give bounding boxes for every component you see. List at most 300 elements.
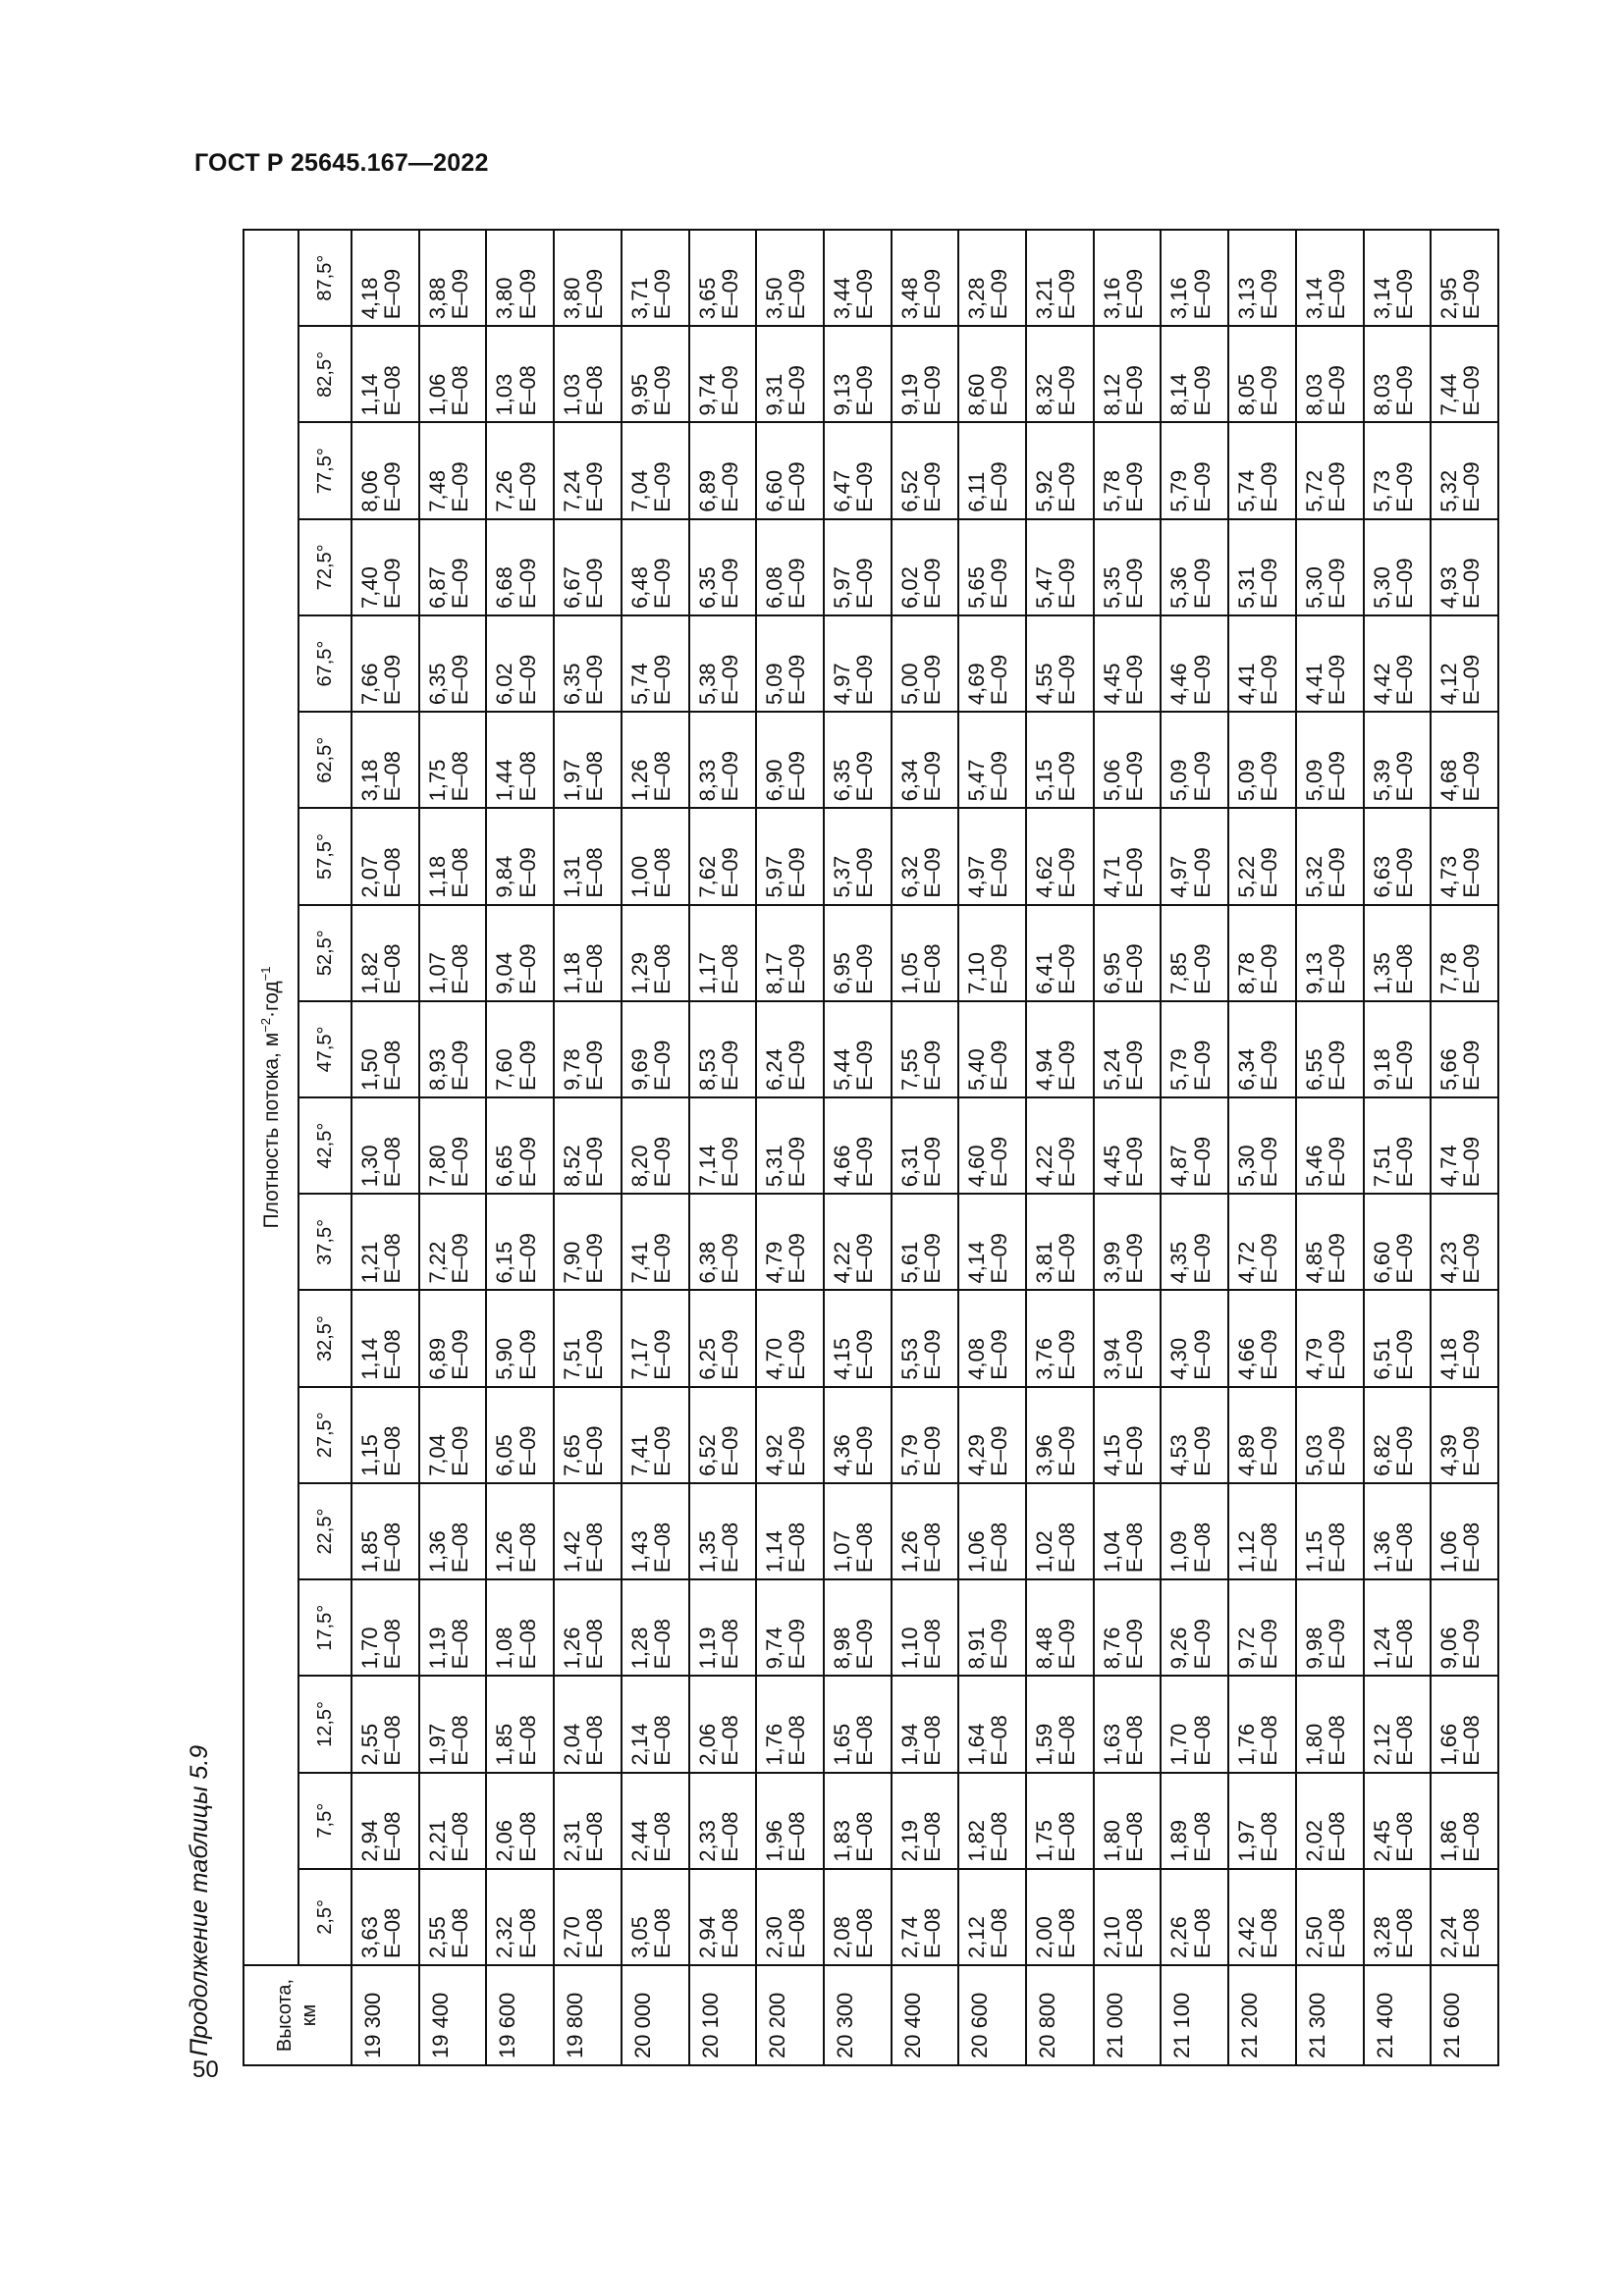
flux-value-cell <box>486 326 554 422</box>
exponent: E–08 <box>447 1715 472 1766</box>
exponent: E–08 <box>717 1618 742 1670</box>
flux-value-cell <box>1094 615 1162 712</box>
mantissa: 1,96 <box>762 1819 787 1862</box>
mantissa: 8,93 <box>424 1048 450 1092</box>
mantissa: 4,46 <box>1166 663 1192 706</box>
mantissa: 4,15 <box>1099 1434 1124 1476</box>
mantissa: 1,64 <box>964 1723 990 1766</box>
mantissa: 7,60 <box>492 1048 517 1092</box>
flux-value-cell <box>1161 712 1228 808</box>
altitude-cell: 21 100 <box>1161 1965 1228 2065</box>
altitude-cell: 19 400 <box>419 1965 487 2065</box>
flux-value-cell <box>1431 905 1498 1001</box>
mantissa: 2,02 <box>1301 1819 1326 1862</box>
exponent: E–09 <box>1257 1618 1282 1670</box>
exponent: E–08 <box>919 1907 945 1958</box>
mantissa: 6,35 <box>829 759 854 802</box>
mantissa: 5,09 <box>1234 759 1260 802</box>
flux-value-cell <box>1296 1097 1364 1194</box>
exponent: E–09 <box>514 1233 540 1284</box>
mantissa: 2,55 <box>357 1723 382 1766</box>
mantissa: 9,26 <box>1166 1627 1192 1670</box>
mantissa: 6,15 <box>492 1241 517 1284</box>
mantissa: 4,66 <box>829 1145 854 1188</box>
flux-value-cell <box>1026 712 1094 808</box>
flux-value-cell <box>554 326 622 422</box>
mantissa: 5,32 <box>1301 855 1326 898</box>
exponent: E–09 <box>1391 1136 1417 1188</box>
mantissa: 6,55 <box>1301 1048 1326 1092</box>
exponent: E–09 <box>785 750 810 802</box>
mantissa: 2,04 <box>560 1723 585 1766</box>
exponent: E–09 <box>1257 558 1282 609</box>
angle-header-cell: 52,5° <box>298 905 352 1001</box>
angle-header-cell: 72,5° <box>298 519 352 615</box>
flux-value-cell <box>1026 519 1094 615</box>
exponent: E–09 <box>987 654 1012 706</box>
exponent: E–09 <box>1459 943 1485 994</box>
mantissa: 2,10 <box>1099 1916 1124 1958</box>
mantissa: 6,34 <box>1234 1048 1260 1092</box>
exponent: E–09 <box>1459 1040 1485 1092</box>
flux-value-cell <box>1228 808 1296 904</box>
exponent: E–09 <box>1459 1233 1485 1284</box>
exponent: E–08 <box>649 1522 675 1574</box>
exponent: E–09 <box>852 1618 878 1670</box>
exponent: E–08 <box>380 1136 406 1188</box>
flux-value-cell <box>1364 1001 1432 1097</box>
flux-value-cell <box>554 1579 622 1676</box>
mantissa: 5,92 <box>1032 469 1057 512</box>
flux-value-cell <box>622 808 689 904</box>
mantissa: 4,97 <box>964 855 990 898</box>
exponent: E–09 <box>1324 654 1349 706</box>
angle-header-cell: 12,5° <box>298 1676 352 1772</box>
exponent: E–09 <box>785 943 810 994</box>
mantissa: 1,70 <box>357 1627 382 1670</box>
flux-value-cell <box>622 712 689 808</box>
mantissa: 5,15 <box>1032 759 1057 802</box>
altitude-cell: 21 000 <box>1094 1965 1162 2065</box>
mantissa: 1,14 <box>762 1530 787 1574</box>
flux-value-cell <box>352 1579 419 1676</box>
mantissa: 1,65 <box>829 1723 854 1766</box>
flux-value-cell <box>1161 1579 1228 1676</box>
flux-value-cell <box>1364 1676 1432 1772</box>
mantissa: 4,22 <box>829 1241 854 1284</box>
flux-value-cell <box>486 1676 554 1772</box>
exponent: E–09 <box>1189 461 1215 512</box>
altitude-cell: 21 600 <box>1431 1965 1498 2065</box>
exponent: E–09 <box>582 1425 608 1476</box>
mantissa: 5,00 <box>896 663 922 706</box>
exponent: E–09 <box>447 1425 472 1476</box>
exponent: E–08 <box>1257 1715 1282 1766</box>
flux-value-cell <box>419 519 487 615</box>
mantissa: 6,52 <box>694 1434 720 1476</box>
mantissa: 3,28 <box>964 277 990 320</box>
exponent: E–09 <box>582 1136 608 1188</box>
mantissa: 4,12 <box>1436 663 1462 706</box>
flux-value-cell <box>1026 1676 1094 1772</box>
mantissa: 5,79 <box>1166 469 1192 512</box>
mantissa: 4,68 <box>1436 759 1462 802</box>
mantissa: 6,89 <box>694 469 720 512</box>
flux-value-cell <box>554 905 622 1001</box>
mantissa: 5,46 <box>1301 1145 1326 1188</box>
flux-value-cell <box>892 712 959 808</box>
mantissa: 1,82 <box>357 951 382 994</box>
exponent: E–09 <box>1459 847 1485 898</box>
mantissa: 9,04 <box>492 951 517 994</box>
angle-header-cell: 82,5° <box>298 326 352 422</box>
exponent: E–09 <box>852 750 878 802</box>
mantissa: 3,16 <box>1166 277 1192 320</box>
exponent: E–09 <box>1189 1329 1215 1380</box>
mantissa: 8,52 <box>560 1145 585 1188</box>
exponent: E–09 <box>785 847 810 898</box>
mantissa: 5,31 <box>1234 566 1260 609</box>
mantissa: 4,14 <box>964 1241 990 1284</box>
mantissa: 9,98 <box>1301 1627 1326 1670</box>
angle-header-cell: 27,5° <box>298 1387 352 1483</box>
mantissa: 1,14 <box>357 373 382 416</box>
flux-value-cell <box>554 1387 622 1483</box>
mantissa: 4,45 <box>1099 663 1124 706</box>
exponent: E–09 <box>1257 461 1282 512</box>
mantissa: 3,80 <box>560 277 585 320</box>
flux-value-cell <box>824 519 892 615</box>
mantissa: 2,32 <box>492 1916 517 1958</box>
mantissa: 9,74 <box>694 373 720 416</box>
mantissa: 1,43 <box>626 1530 652 1574</box>
mantissa: 6,05 <box>492 1434 517 1476</box>
mantissa: 5,78 <box>1099 469 1124 512</box>
mantissa: 4,30 <box>1166 1337 1192 1380</box>
mantissa: 4,36 <box>829 1434 854 1476</box>
flux-value-cell <box>419 615 487 712</box>
exponent: E–09 <box>785 1425 810 1476</box>
flux-value-cell <box>1228 1001 1296 1097</box>
mantissa: 3,05 <box>626 1916 652 1958</box>
exponent: E–08 <box>919 1811 945 1862</box>
exponent: E–09 <box>1324 1329 1349 1380</box>
mantissa: 5,35 <box>1099 566 1124 609</box>
exponent: E–09 <box>447 461 472 512</box>
flux-value-cell <box>486 1579 554 1676</box>
exponent: E–09 <box>987 558 1012 609</box>
flux-value-cell <box>1296 1579 1364 1676</box>
table-row <box>486 230 554 2065</box>
mantissa: 5,47 <box>1032 566 1057 609</box>
flux-value-cell <box>824 1676 892 1772</box>
flux-value-cell <box>1026 1387 1094 1483</box>
table-row <box>1296 230 1364 2065</box>
mantissa: 3,44 <box>829 277 854 320</box>
exponent: E–09 <box>1189 847 1215 898</box>
flux-value-cell <box>824 230 892 326</box>
exponent: E–09 <box>1459 750 1485 802</box>
flux-value-cell <box>622 519 689 615</box>
exponent: E–08 <box>514 1907 540 1958</box>
angle-header-cell: 42,5° <box>298 1097 352 1194</box>
flux-value-cell <box>892 1869 959 1965</box>
mantissa: 3,94 <box>1099 1337 1124 1380</box>
flux-value-cell <box>554 1290 622 1386</box>
exponent: E–09 <box>1391 1329 1417 1380</box>
mantissa: 3,21 <box>1032 277 1057 320</box>
flux-value-cell <box>1094 1387 1162 1483</box>
mantissa: 9,31 <box>762 373 787 416</box>
flux-value-cell <box>1094 1676 1162 1772</box>
table-row <box>1026 230 1094 2065</box>
mantissa: 2,07 <box>357 855 382 898</box>
exponent: E–08 <box>1391 1522 1417 1574</box>
exponent: E–08 <box>649 1715 675 1766</box>
altitude-cell: 20 600 <box>958 1965 1026 2065</box>
exponent: E–09 <box>1121 461 1147 512</box>
exponent: E–09 <box>1121 558 1147 609</box>
flux-value-cell <box>958 712 1026 808</box>
exponent: E–09 <box>1055 943 1080 994</box>
mantissa: 6,35 <box>694 566 720 609</box>
flux-value-cell <box>1161 519 1228 615</box>
exponent: E–08 <box>1391 1715 1417 1766</box>
mantissa: 2,45 <box>1369 1819 1394 1862</box>
flux-value-cell <box>824 905 892 1001</box>
mantissa: 4,53 <box>1166 1434 1192 1476</box>
exponent: E–08 <box>987 1907 1012 1958</box>
mantissa: 7,62 <box>694 855 720 898</box>
exponent: E–09 <box>1121 1329 1147 1380</box>
flux-value-cell <box>419 905 487 1001</box>
mantissa: 7,10 <box>964 951 990 994</box>
mantissa: 7,26 <box>492 469 517 512</box>
exponent: E–09 <box>649 558 675 609</box>
flux-value-cell <box>1228 519 1296 615</box>
flux-value-cell <box>1161 808 1228 904</box>
mantissa: 1,26 <box>626 759 652 802</box>
angle-header-row <box>298 230 352 2065</box>
flux-value-cell <box>622 1676 689 1772</box>
mantissa: 6,32 <box>896 855 922 898</box>
mantissa: 5,30 <box>1301 566 1326 609</box>
mantissa: 4,18 <box>1436 1337 1462 1380</box>
flux-value-cell <box>554 615 622 712</box>
mantissa: 5,74 <box>626 663 652 706</box>
exponent: E–08 <box>514 1811 540 1862</box>
mantissa: 5,79 <box>1166 1048 1192 1092</box>
flux-value-cell <box>1364 1097 1432 1194</box>
exponent: E–09 <box>717 268 742 320</box>
mantissa: 7,48 <box>424 469 450 512</box>
mantissa: 5,09 <box>1166 759 1192 802</box>
exponent: E–09 <box>987 847 1012 898</box>
mantissa: 5,61 <box>896 1241 922 1284</box>
flux-value-cell <box>1228 1773 1296 1869</box>
exponent: E–08 <box>380 1329 406 1380</box>
flux-value-cell <box>824 423 892 519</box>
flux-value-cell <box>756 808 824 904</box>
flux-value-cell <box>352 423 419 519</box>
exponent: E–09 <box>1391 461 1417 512</box>
flux-value-cell <box>486 1290 554 1386</box>
flux-value-cell <box>689 1773 757 1869</box>
flux-value-cell <box>756 1001 824 1097</box>
exponent: E–09 <box>1055 268 1080 320</box>
flux-density-table <box>243 229 1499 2066</box>
mantissa: 8,14 <box>1166 373 1192 416</box>
flux-value-cell <box>689 326 757 422</box>
flux-value-cell <box>1296 1869 1364 1965</box>
flux-value-cell <box>1026 1579 1094 1676</box>
mantissa: 1,24 <box>1369 1627 1394 1670</box>
exponent: E–09 <box>852 1329 878 1380</box>
flux-value-cell <box>1094 326 1162 422</box>
mantissa: 9,13 <box>1301 951 1326 994</box>
mantissa: 9,78 <box>560 1048 585 1092</box>
exponent: E–08 <box>852 1522 878 1574</box>
angle-header-cell: 7,5° <box>298 1773 352 1869</box>
flux-value-cell <box>1296 808 1364 904</box>
mantissa: 7,78 <box>1436 951 1462 994</box>
flux-value-cell <box>689 1097 757 1194</box>
mantissa: 3,14 <box>1301 277 1326 320</box>
mantissa: 5,24 <box>1099 1048 1124 1092</box>
exponent: E–09 <box>852 654 878 706</box>
flux-value-cell <box>352 1387 419 1483</box>
mantissa: 6,11 <box>964 471 990 512</box>
mantissa: 7,04 <box>626 469 652 512</box>
mantissa: 1,35 <box>1369 951 1394 994</box>
exponent: E–09 <box>582 1233 608 1284</box>
exponent: E–09 <box>852 268 878 320</box>
flux-value-cell <box>352 615 419 712</box>
exponent: E–08 <box>447 1522 472 1574</box>
exponent: E–08 <box>1189 1811 1215 1862</box>
mantissa: 6,52 <box>896 469 922 512</box>
exponent: E–09 <box>1459 1329 1485 1380</box>
flux-value-cell <box>1296 1773 1364 1869</box>
exponent: E–09 <box>717 1136 742 1188</box>
mantissa: 1,75 <box>424 759 450 802</box>
exponent: E–09 <box>649 365 675 416</box>
mantissa: 4,94 <box>1032 1048 1057 1092</box>
exponent: E–09 <box>1257 654 1282 706</box>
table-row <box>419 230 487 2065</box>
mantissa: 2,74 <box>896 1916 922 1958</box>
exponent: E–08 <box>447 943 472 994</box>
flux-value-cell <box>622 1001 689 1097</box>
exponent: E–09 <box>785 268 810 320</box>
mantissa: 7,55 <box>896 1048 922 1092</box>
mantissa: 4,45 <box>1099 1145 1124 1188</box>
flux-value-cell <box>419 1579 487 1676</box>
exponent: E–09 <box>649 1040 675 1092</box>
mantissa: 2,06 <box>492 1819 517 1862</box>
flux-value-cell <box>1296 1483 1364 1579</box>
exponent: E–09 <box>717 365 742 416</box>
exponent: E–09 <box>1055 1233 1080 1284</box>
exponent: E–09 <box>1324 365 1349 416</box>
flux-value-cell <box>756 230 824 326</box>
flux-value-cell <box>1296 1290 1364 1386</box>
mantissa: 6,24 <box>762 1048 787 1092</box>
flux-value-cell <box>1431 1869 1498 1965</box>
flux-value-cell <box>419 1773 487 1869</box>
mantissa: 7,04 <box>424 1434 450 1476</box>
table-body <box>352 230 1498 2065</box>
exponent: E–09 <box>1459 654 1485 706</box>
flux-value-cell <box>1431 326 1498 422</box>
flux-value-cell <box>689 808 757 904</box>
flux-value-cell <box>352 1869 419 1965</box>
exponent: E–08 <box>785 1715 810 1766</box>
flux-value-cell <box>1026 423 1094 519</box>
flux-value-cell <box>1094 1579 1162 1676</box>
mantissa: 3,50 <box>762 277 787 320</box>
flux-value-cell <box>958 808 1026 904</box>
mantissa: 4,79 <box>1301 1337 1326 1380</box>
exponent: E–09 <box>852 1136 878 1188</box>
exponent: E–08 <box>1055 1907 1080 1958</box>
table-row <box>958 230 1026 2065</box>
exponent: E–09 <box>380 654 406 706</box>
exponent: E–08 <box>380 1715 406 1766</box>
mantissa: 6,90 <box>762 759 787 802</box>
flux-value-cell <box>352 230 419 326</box>
exponent: E–09 <box>1121 1618 1147 1670</box>
exponent: E–08 <box>1324 1811 1349 1862</box>
mantissa: 6,08 <box>762 566 787 609</box>
exponent: E–09 <box>1189 1425 1215 1476</box>
exponent: E–08 <box>514 1715 540 1766</box>
flux-value-cell <box>958 1483 1026 1579</box>
exponent: E–09 <box>852 365 878 416</box>
flux-value-cell <box>1094 1773 1162 1869</box>
exponent: E–09 <box>1324 750 1349 802</box>
mantissa: 3,28 <box>1369 1916 1394 1958</box>
exponent: E–09 <box>1257 268 1282 320</box>
mantissa: 2,70 <box>560 1916 585 1958</box>
flux-value-cell <box>756 1869 824 1965</box>
flux-value-cell <box>622 230 689 326</box>
flux-value-cell <box>689 1387 757 1483</box>
flux-value-cell <box>352 905 419 1001</box>
flux-value-cell <box>689 1869 757 1965</box>
exponent: E–08 <box>1055 1522 1080 1574</box>
exponent: E–09 <box>1391 558 1417 609</box>
mantissa: 5,03 <box>1301 1434 1326 1476</box>
exponent: E–09 <box>1459 461 1485 512</box>
flux-value-cell <box>958 1773 1026 1869</box>
mantissa: 4,18 <box>357 277 382 320</box>
mantissa: 1,97 <box>560 759 585 802</box>
mantissa: 4,70 <box>762 1337 787 1380</box>
mantissa: 1,02 <box>1032 1530 1057 1574</box>
mantissa: 1,26 <box>560 1627 585 1670</box>
flux-value-cell <box>1296 1676 1364 1772</box>
altitude-cell: 19 300 <box>352 1965 419 2065</box>
exponent: E–09 <box>919 268 945 320</box>
mantissa: 8,91 <box>964 1627 990 1670</box>
mantissa: 1,15 <box>1301 1530 1326 1574</box>
mantissa: 3,71 <box>626 277 652 320</box>
flux-value-cell <box>419 1869 487 1965</box>
mantissa: 6,38 <box>694 1241 720 1284</box>
exponent: E–09 <box>785 1329 810 1380</box>
exponent: E–09 <box>1391 847 1417 898</box>
